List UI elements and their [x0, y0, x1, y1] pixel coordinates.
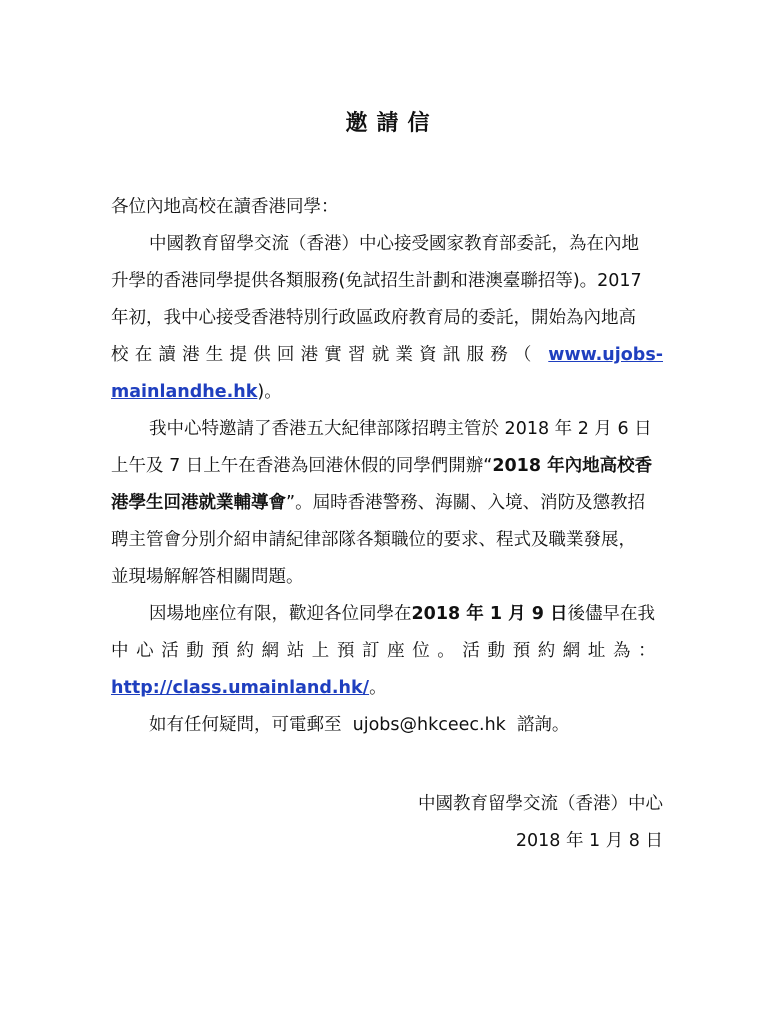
- letter-title: 邀請信: [345, 111, 439, 136]
- booking-text: 因場地座位有限，歡迎各位同學在: [149, 604, 412, 624]
- paragraph-event-line: 聘主管會分別介紹申請紀律部隊各類職位的要求、程式及職業發展，: [111, 530, 636, 550]
- salutation: 各位內地高校在讀香港同學：: [111, 197, 339, 217]
- intro-tail: )。: [257, 382, 282, 402]
- event-name-bold: 港學生回港就業輔導會: [111, 493, 286, 513]
- booking-tail: 。: [369, 678, 387, 698]
- signature-organization: 中國教育留學交流（香港）中心: [418, 794, 663, 814]
- paragraph-booking: [111, 596, 663, 707]
- paragraph-contact: [111, 707, 663, 744]
- paragraph-booking-line: 中心活動預約網站上預訂座位。活動預約網址為：: [111, 641, 663, 661]
- paragraph-booking-line: [111, 670, 663, 707]
- paragraph-intro-line: 年初，我中心接受香港特別行政區政府教育局的委託，開始為內地高: [111, 308, 636, 328]
- event-name-bold: 2018 年內地高校香: [492, 456, 653, 476]
- booking-link[interactable]: http://class.umainland.hk/: [111, 678, 370, 698]
- paragraph-booking-line: [111, 596, 663, 633]
- paragraph-intro-line: 升學的香港同學提供各類服務(免試招生計劃和港澳臺聯招等)。2017: [111, 271, 642, 291]
- booking-deadline: 2018 年 1 月 9 日: [411, 604, 568, 624]
- paragraph-event-line: [111, 485, 663, 522]
- paragraph-intro-line: 中國教育留學交流（香港）中心接受國家教育部委託，為在內地: [149, 234, 639, 254]
- paragraph-event-line: 我中心特邀請了香港五大紀律部隊招聘主管於 2018 年 2 月 6 日: [149, 419, 652, 439]
- paragraph-intro: [111, 226, 663, 411]
- intro-text: 校在讀港生提供回港實習就業資訊服務（: [111, 345, 538, 365]
- paragraph-event-line: [111, 448, 663, 485]
- ujobs-link[interactable]: www.ujobs-: [548, 345, 663, 365]
- paragraph-event: [111, 411, 663, 596]
- signature-date: 2018 年 1 月 8 日: [515, 831, 663, 851]
- paragraph-intro-line: [111, 337, 663, 374]
- event-text: ”。屆時香港警務、海關、入境、消防及懲教招: [286, 493, 646, 513]
- ujobs-link-continued[interactable]: mainlandhe.hk: [111, 382, 258, 402]
- paragraph-intro-line: [111, 374, 663, 411]
- event-text: 上午及 7 日上午在香港為回港休假的同學們開辦“: [111, 456, 493, 476]
- paragraph-contact-line: 如有任何疑問，可電郵至 ujobs@hkceec.hk 諮詢。: [149, 715, 570, 735]
- booking-text: 後儘早在我: [567, 604, 656, 624]
- paragraph-event-line: 並現場解解答相關問題。: [111, 567, 304, 587]
